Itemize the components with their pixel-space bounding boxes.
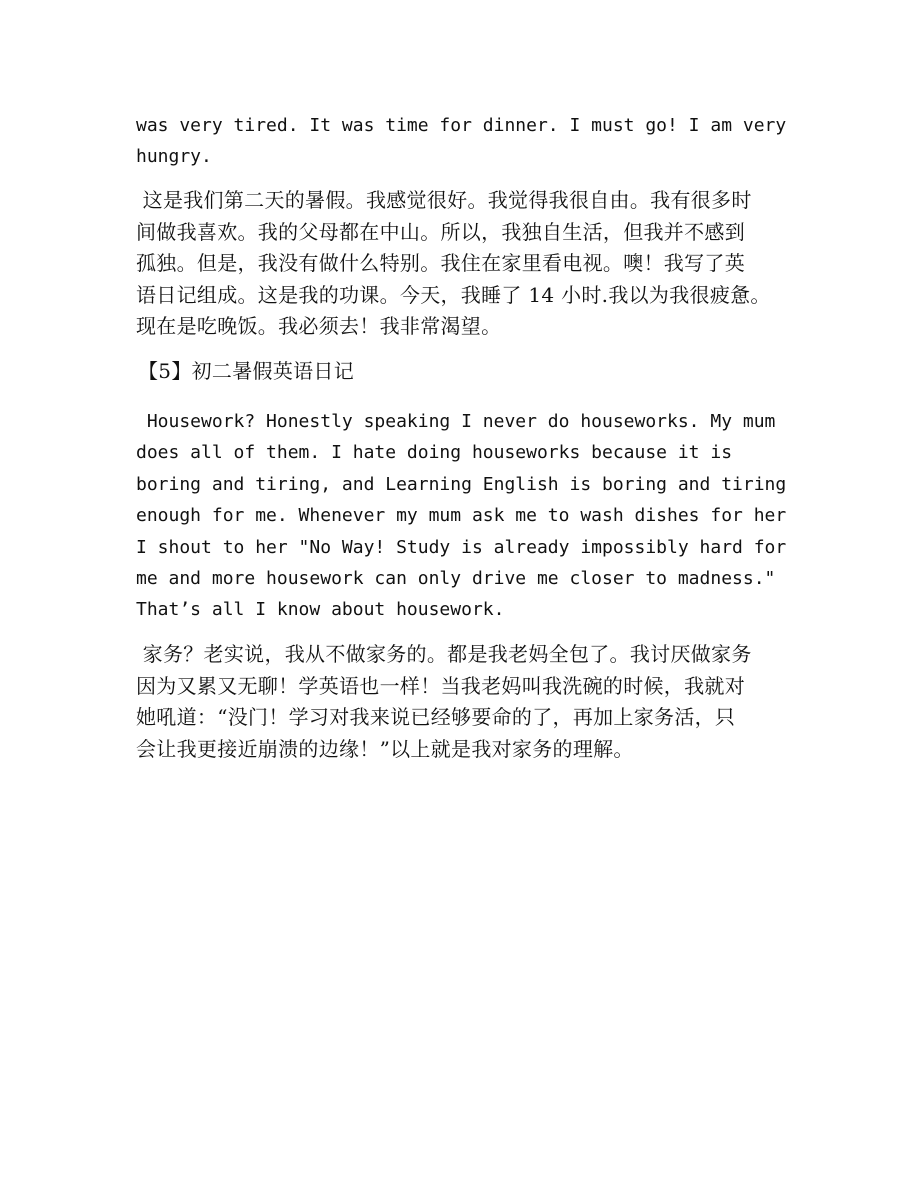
text-line: was very tired. It was time for dinner. I must go! I am very: [136, 115, 787, 136]
text-line: 她吼道：“没门！学习对我来说已经够要命的了，再加上家务活，只: [136, 705, 736, 729]
text-line: enough for me. Whenever my mum ask me to wash dishes for her: [136, 505, 787, 526]
text-line: 现在是吃晚饭。我必须去！我非常渴望。: [136, 314, 502, 338]
text-line: That’s all I know about housework.: [136, 599, 505, 620]
text-line: boring and tiring, and Learning English is boring and tiring: [136, 474, 787, 495]
text-line: 孤独。但是，我没有做什么特别。我住在家里看电视。噢！我写了英: [136, 251, 745, 275]
text-line: me and more housework can only drive me closer to madness.": [136, 568, 776, 589]
text-line: 会让我更接近崩溃的边缘！”以上就是我对家务的理解。: [136, 737, 634, 761]
text-line: hungry.: [136, 146, 212, 167]
text-line: does all of them. I hate doing houseworks because it is: [136, 442, 733, 463]
text-line: 间做我喜欢。我的父母都在中山。所以，我独自生活，但我并不感到: [136, 220, 745, 244]
text-line: 家务？老实说，我从不做家务的。都是我老妈全包了。我讨厌做家务: [136, 642, 752, 666]
text-line: 语日记组成。这是我的功课。今天，我睡了 14 小时.我以为我很疲惫。: [136, 283, 771, 307]
section-heading: 【5】初二暑假英语日记: [138, 359, 355, 383]
text-line: 这是我们第二天的暑假。我感觉很好。我觉得我很自由。我有很多时: [136, 188, 752, 212]
text-line: Housework? Honestly speaking I never do houseworks. My mum: [136, 411, 776, 432]
text-line: 因为又累又无聊！学英语也一样！当我老妈叫我洗碗的时候，我就对: [136, 674, 745, 698]
text-line: I shout to her "No Way! Study is already impossibly hard for: [136, 537, 787, 558]
